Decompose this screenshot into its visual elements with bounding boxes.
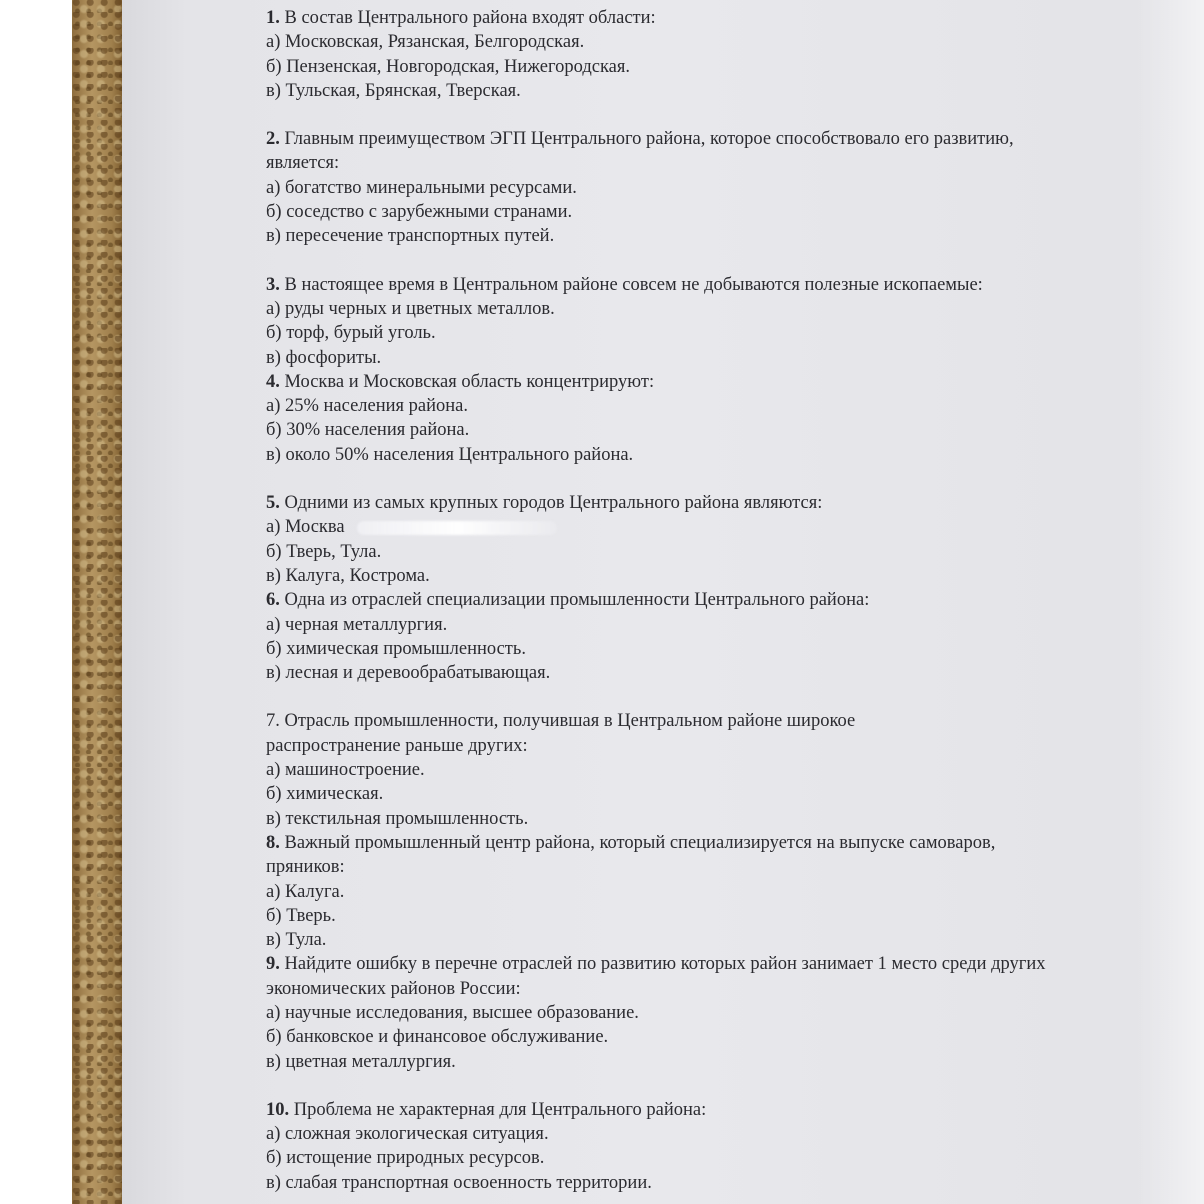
photo-margin bbox=[0, 0, 72, 1204]
answer-option: а) Московская, Рязанская, Белгородская. bbox=[266, 32, 585, 53]
question-stem bbox=[266, 1098, 1146, 1122]
answer-option: в) слабая транспортная освоенность территории. bbox=[266, 1172, 652, 1193]
question-stem bbox=[266, 952, 1066, 1001]
question-text: Одними из самых крупных городов Центрального района являются: bbox=[284, 493, 823, 514]
answer-option: в) Тула. bbox=[266, 930, 327, 951]
question-number: 3. bbox=[266, 274, 280, 295]
question-9 bbox=[266, 952, 1146, 1073]
answer-option: а) Москва bbox=[266, 517, 345, 538]
textured-surface bbox=[72, 0, 122, 1204]
quiz-document bbox=[266, 6, 1146, 1195]
answer-option: в) текстильная промышленность. bbox=[266, 808, 529, 829]
question-number: 6. bbox=[266, 590, 280, 611]
question-number: 4. bbox=[266, 371, 280, 392]
question-10 bbox=[266, 1098, 1146, 1195]
question-7 bbox=[266, 709, 1146, 830]
answer-option: а) 25% населения района. bbox=[266, 396, 469, 417]
question-text: Москва и Московская область концентрируют: bbox=[284, 371, 655, 392]
answer-option: в) пересечение транспортных путей. bbox=[266, 226, 555, 247]
answer-option: а) черная металлургия. bbox=[266, 614, 448, 635]
question-stem bbox=[266, 709, 966, 758]
answer-option: в) Калуга, Кострома. bbox=[266, 565, 430, 586]
answer-option: б) торф, бурый уголь. bbox=[266, 323, 436, 344]
answer-option: б) Тверь, Тула. bbox=[266, 541, 382, 562]
question-1 bbox=[266, 6, 1146, 103]
question-number: 7. bbox=[266, 711, 280, 732]
question-text: В состав Центрального района входят области: bbox=[284, 8, 656, 28]
answer-option: б) Тверь. bbox=[266, 905, 336, 926]
question-stem bbox=[266, 127, 1046, 176]
answer-option: б) соседство с зарубежными странами. bbox=[266, 202, 573, 223]
question-text: Важный промышленный центр района, который специализируется на выпуске самоваров, пряников: bbox=[266, 832, 996, 878]
question-number: 5. bbox=[266, 493, 280, 514]
answer-option: в) фосфориты. bbox=[266, 347, 382, 368]
question-2 bbox=[266, 127, 1146, 248]
question-number: 1. bbox=[266, 8, 280, 28]
question-text: В настоящее время в Центральном районе совсем не добываются полезные ископаемые: bbox=[284, 274, 983, 295]
question-stem bbox=[266, 491, 1146, 515]
answer-option: в) Тульская, Брянская, Тверская. bbox=[266, 80, 521, 101]
question-text: Проблема не характерная для Центрального района: bbox=[293, 1099, 707, 1120]
question-stem bbox=[266, 831, 1026, 880]
answer-option: в) около 50% населения Центрального района. bbox=[266, 444, 634, 465]
question-5 bbox=[266, 491, 1146, 588]
question-6 bbox=[266, 588, 1146, 685]
answer-option: а) богатство минеральными ресурсами. bbox=[266, 177, 577, 198]
answer-option: б) 30% населения района. bbox=[266, 420, 470, 441]
question-text: Отрасль промышленности, получившая в Центральном районе широкое распространение раньше других: bbox=[266, 711, 856, 756]
question-3 bbox=[266, 273, 1146, 370]
answer-option: в) цветная металлургия. bbox=[266, 1051, 456, 1072]
answer-option: а) сложная экологическая ситуация. bbox=[266, 1124, 549, 1145]
question-stem bbox=[266, 6, 1146, 30]
question-8 bbox=[266, 831, 1146, 952]
question-stem bbox=[266, 370, 1146, 394]
answer-option: б) химическая промышленность. bbox=[266, 638, 526, 659]
question-text: Главным преимуществом ЭГП Центрального района, которое способствовало его развитию, является: bbox=[266, 129, 1014, 174]
answer-option: б) истощение природных ресурсов. bbox=[266, 1148, 545, 1169]
answer-option: а) научные исследования, высшее образование. bbox=[266, 1002, 639, 1023]
question-number: 10. bbox=[266, 1099, 290, 1120]
question-stem bbox=[266, 588, 1146, 612]
question-number: 8. bbox=[266, 832, 280, 853]
answer-option: а) Калуга. bbox=[266, 881, 345, 902]
question-number: 9. bbox=[266, 954, 280, 975]
question-4 bbox=[266, 370, 1146, 467]
question-text: Одна из отраслей специализации промышленности Центрального района: bbox=[284, 590, 870, 611]
answer-option: а) руды черных и цветных металлов. bbox=[266, 298, 555, 319]
redaction-smudge bbox=[357, 521, 557, 535]
answer-option: б) банковское и финансовое обслуживание. bbox=[266, 1027, 609, 1048]
question-number: 2. bbox=[266, 129, 280, 150]
answer-option-with-redaction bbox=[266, 515, 1146, 539]
answer-option: в) лесная и деревообрабатывающая. bbox=[266, 663, 551, 684]
question-text: Найдите ошибку в перечне отраслей по развитию которых район занимает 1 место среди других экономических районов России: bbox=[266, 954, 1046, 999]
question-stem bbox=[266, 273, 1146, 297]
answer-option: а) машиностроение. bbox=[266, 760, 425, 781]
answer-option: б) Пензенская, Новгородская, Нижегородская. bbox=[266, 56, 631, 77]
answer-option: б) химическая. bbox=[266, 784, 384, 805]
